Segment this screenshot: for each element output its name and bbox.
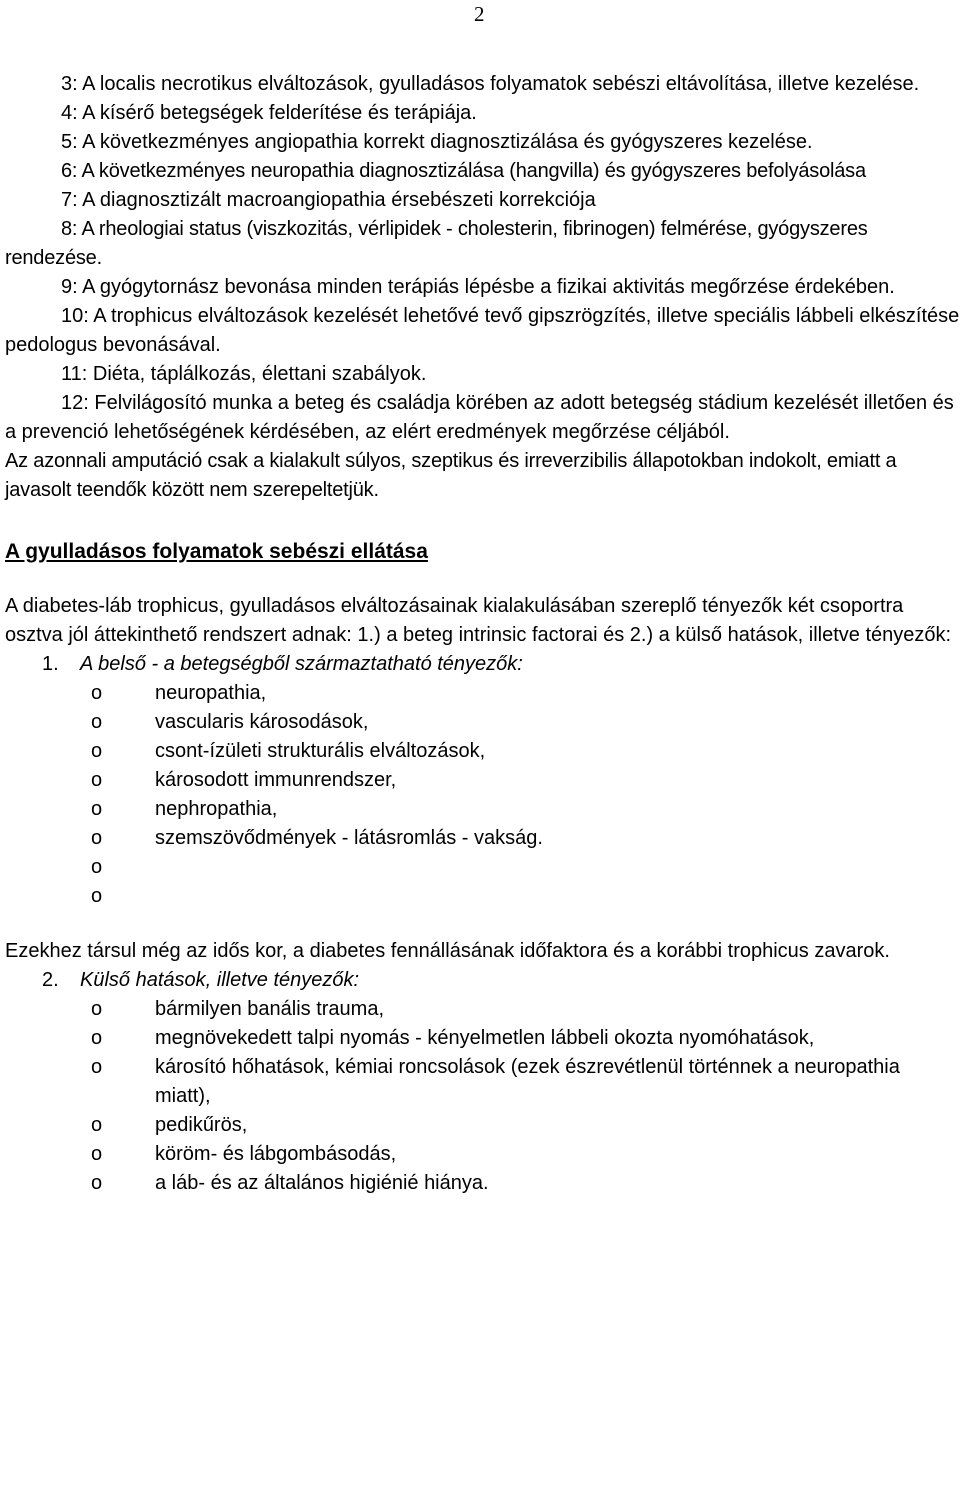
- list-item: o pedikűrös,: [5, 1111, 960, 1140]
- bullet-mark: o: [91, 885, 103, 907]
- list-item: o neuropathia,: [5, 679, 960, 708]
- list-item: [5, 882, 960, 911]
- list-item: o csont-ízületi strukturális elváltozások,: [5, 737, 960, 766]
- group-1-list: [5, 679, 960, 911]
- bullet-mark: o: [91, 1172, 103, 1194]
- list-item: [5, 853, 960, 882]
- list-item: o a láb- és az általános higiénié hiánya.: [5, 1169, 960, 1198]
- bullet-mark: o: [91, 1114, 103, 1136]
- group-2-label: Külső hatások, illetve tényezők:: [80, 969, 360, 991]
- list-item: o bármilyen banális trauma,: [5, 995, 960, 1024]
- intro-item-6: 6: A következményes neuropathia diagnosztizálása (hangvilla) és gyógyszeres befolyásolása: [61, 160, 866, 182]
- group-2-title: [5, 966, 960, 995]
- bullet-mark: o: [91, 1056, 103, 1078]
- document-page: [5, 70, 960, 1198]
- group-2-number: 2.: [42, 969, 59, 991]
- intro-item-7: 7: A diagnosztizált macroangiopathia érsebészeti korrekciója: [61, 189, 596, 211]
- intro-item-11: 11: Diéta, táplálkozás, élettani szabályok.: [61, 363, 427, 385]
- list-item: o károsodott immunrendszer,: [5, 766, 960, 795]
- intro-item-8: 8: A rheologiai status (viszkozitás, vérlipidek - cholesterin, fibrinogen) felmérése, gyógyszeres rendezése.: [5, 218, 868, 269]
- bullet-mark: o: [91, 1143, 103, 1165]
- intro-item-9: 9: A gyógytornász bevonása minden terápiás lépésbe a fizikai aktivitás megőrzése érdekében.: [61, 276, 895, 298]
- list-item: o köröm- és lábgombásodás,: [5, 1140, 960, 1169]
- list-item: o vascularis károsodások,: [5, 708, 960, 737]
- list-item: o megnövekedett talpi nyomás - kényelmetlen lábbeli okozta nyomóhatások,: [5, 1024, 960, 1053]
- group-2-list: [5, 995, 960, 1198]
- group-1-number: 1.: [42, 653, 59, 675]
- intro-item-10: 10: A trophicus elváltozások kezelését lehetővé tevő gipszrögzítés, illetve speciális lábbeli elkészítése pedologus bevonásával.: [5, 305, 960, 356]
- list-item: o károsító hőhatások, kémiai roncsolások (ezek észrevétlenül történnek a neuropathia miatt),: [5, 1053, 960, 1111]
- page-number: 2: [474, 2, 485, 26]
- group-1-label: A belső - a betegségből származtatható tényezők:: [80, 653, 523, 675]
- intro-item-12: 12: Felvilágosító munka a beteg és családja körében az adott betegség stádium kezelését illetően és a prevenció lehetőségének kérdésében, az elért eredmények megőrzése céljából.: [5, 392, 954, 443]
- bullet-mark: o: [91, 1027, 103, 1049]
- list-item: o nephropathia,: [5, 795, 960, 824]
- bullet-mark: o: [91, 827, 103, 849]
- list-item: o szemszövődmények - látásromlás - vakság.: [5, 824, 960, 853]
- bullet-mark: o: [91, 740, 103, 762]
- amputation-note: Az azonnali amputáció csak a kialakult súlyos, szeptikus és irreverzibilis állapotokban indokolt, emiatt a javasolt teendők között nem szerepeltetjük.: [5, 450, 897, 501]
- intro-item-3: 3: A localis necrotikus elváltozások, gyulladásos folyamatok sebészi eltávolítása, illetve kezelése.: [61, 73, 920, 95]
- section-heading: A gyulladásos folyamatok sebészi ellátása: [5, 540, 428, 563]
- section-intro: A diabetes-láb trophicus, gyulladásos elváltozásainak kialakulásában szereplő tényezők két csoportra osztva jól áttekinthető rendszert adnak: 1.) a beteg intrinsic factorai és 2.) a külső hatások, illetve tényezők:: [5, 595, 952, 646]
- bullet-mark: o: [91, 856, 103, 878]
- bullet-mark: o: [91, 798, 103, 820]
- bullet-mark: o: [91, 998, 103, 1020]
- group-1-title: [5, 650, 960, 679]
- age-note: Ezekhez társul még az idős kor, a diabetes fennállásának időfaktora és a korábbi trophicus zavarok.: [5, 940, 890, 962]
- intro-item-4: 4: A kísérő betegségek felderítése és terápiája.: [61, 102, 477, 124]
- bullet-mark: o: [91, 682, 103, 704]
- bullet-mark: o: [91, 711, 103, 733]
- bullet-mark: o: [91, 769, 103, 791]
- intro-item-5: 5: A következményes angiopathia korrekt diagnosztizálása és gyógyszeres kezelése.: [61, 131, 813, 153]
